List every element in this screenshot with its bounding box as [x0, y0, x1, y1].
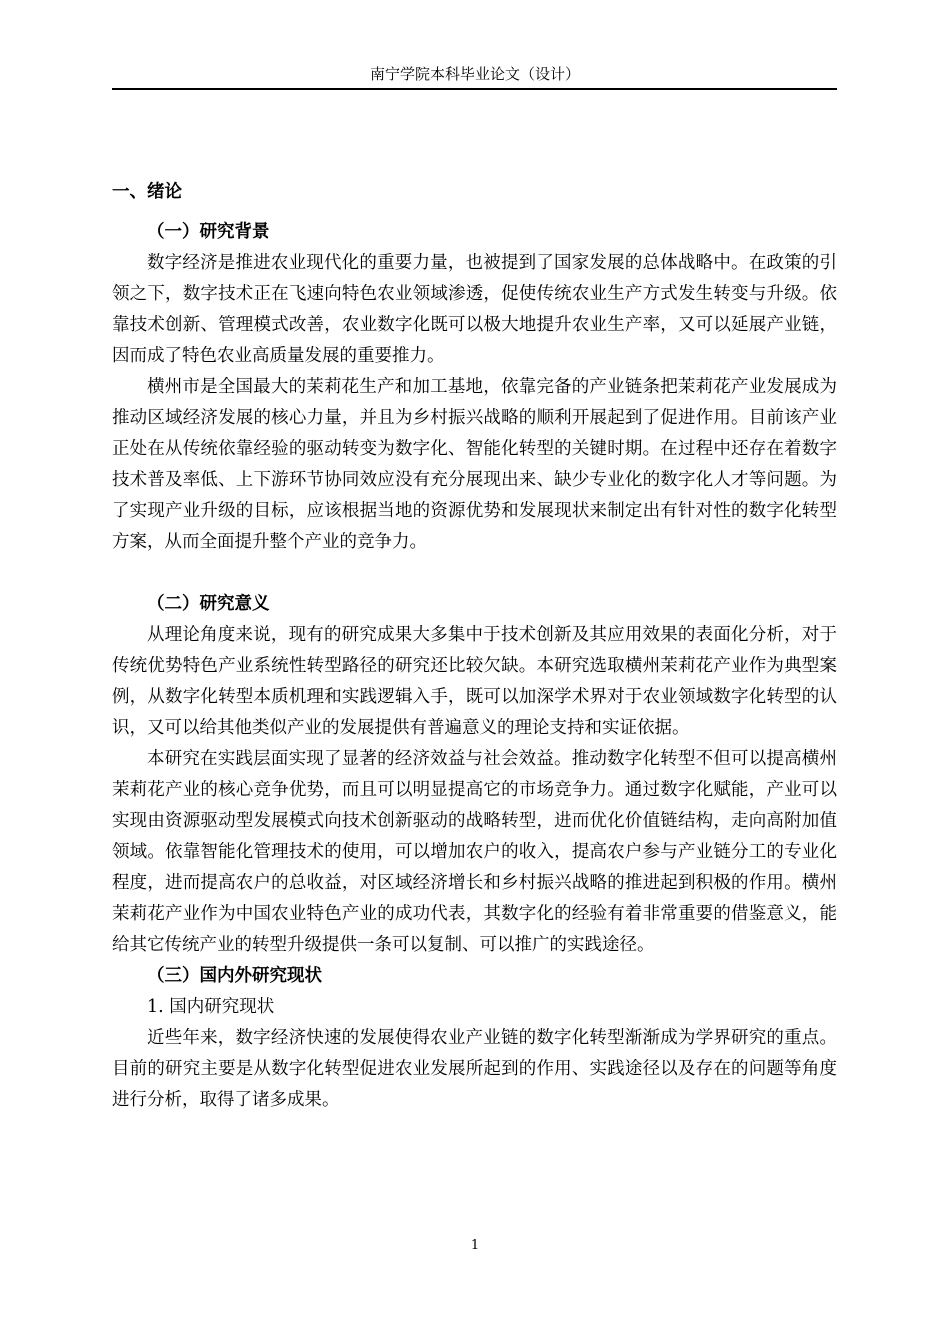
page-number: 1: [470, 1238, 480, 1253]
running-header: 南宁学院本科毕业论文（设计）: [369, 65, 580, 83]
paragraph: 本研究在实践层面实现了显著的经济效益与社会效益。推动数字化转型不但可以提高横州茉莉花产业的核心竞争优势，而且可以明显提高它的市场竞争力。通过数字化赋能，产业可以实现由资源驱动型发展模式向技术创新驱动的战略转型，进而优化价值链结构，走向高附加值领域。依靠智能化管理技术的使用，可以增加农户的收入，提高农户参与产业链分工的专业化程度，进而提高农户的总收益，对区域经济增长和乡村振兴战略的推进起到积极的作用。横州茉莉花产业作为中国农业特色产业的成功代表，其数字化的经验有着非常重要的借鉴意义，能给其它传统产业的转型升级提供一条可以复制、可以推广的实践途径。: [112, 749, 837, 955]
section-heading-background: （一）研究背景: [147, 222, 270, 242]
section-heading-significance: （二）研究意义: [147, 594, 270, 614]
paragraph: 近些年来，数字经济快速的发展使得农业产业链的数字化转型渐渐成为学界研究的重点。目前的研究主要是从数字化转型促进农业发展所起到的作用、实践途径以及存在的问题等角度进行分析，取得了诸多成果。: [112, 1028, 837, 1110]
subsection-heading-domestic: 1. 国内研究现状: [147, 997, 275, 1017]
header-rule: [112, 88, 837, 90]
paragraph: 从理论角度来说，现有的研究成果大多集中于技术创新及其应用效果的表面化分析，对于传统优势特色产业系统性转型路径的研究还比较欠缺。本研究选取横州茉莉花产业作为典型案例，从数字化转型本质机理和实践逻辑入手，既可以加深学术界对于农业领域数字化转型的认识，又可以给其他类似产业的发展提供有普遍意义的理论支持和实证依据。: [112, 625, 837, 738]
chapter-title: 一、绪论: [112, 182, 182, 202]
paragraph: 横州市是全国最大的茉莉花生产和加工基地，依靠完备的产业链条把茉莉花产业发展成为推动区域经济发展的核心力量，并且为乡村振兴战略的顺利开展起到了促进作用。目前该产业正处在从传统依靠经验的驱动转变为数字化、智能化转型的关键时期。在过程中还存在着数字技术普及率低、上下游环节协同效应没有充分展现出来、缺少专业化的数字化人才等问题。为了实现产业升级的目标，应该根据当地的资源优势和发展现状来制定出有针对性的数字化转型方案，从而全面提升整个产业的竞争力。: [112, 377, 837, 552]
spacer: [112, 558, 837, 589]
paragraph: 数字经济是推进农业现代化的重要力量，也被提到了国家发展的总体战略中。在政策的引领之下，数字技术正在飞速向特色农业领域渗透，促使传统农业生产方式发生转变与升级。依靠技术创新、管理模式改善，农业数字化既可以极大地提升农业生产率，又可以延展产业链，因而成了特色农业高质量发展的重要推力。: [112, 253, 837, 366]
section-heading-research-status: （三）国内外研究现状: [147, 966, 322, 986]
page-body: [112, 176, 837, 1116]
